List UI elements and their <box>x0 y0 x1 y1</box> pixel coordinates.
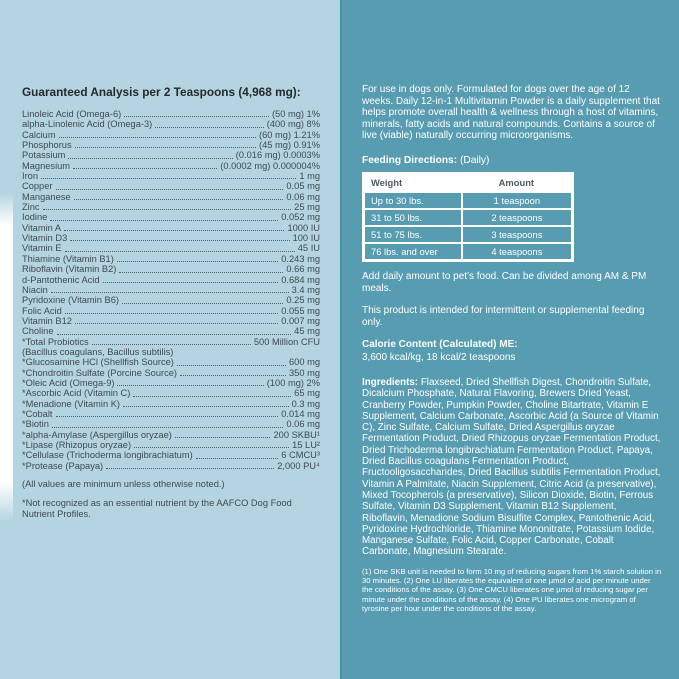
dotted-leader <box>43 209 292 210</box>
nutrient-name: *Ascorbic Acid (Vitamin C) <box>22 388 131 399</box>
dotted-leader <box>75 323 278 324</box>
nutrient-amount: 2,000 PU⁴ <box>277 460 320 471</box>
analysis-row <box>22 181 320 191</box>
dotted-leader <box>134 447 289 448</box>
dotted-leader <box>103 282 279 283</box>
calorie-content-heading: Calorie Content (Calculated) ME: <box>362 339 518 351</box>
nutrient-name: *Cobalt <box>22 408 53 419</box>
nutrient-amount: 0.014 mg <box>281 408 320 419</box>
analysis-row <box>22 285 320 295</box>
dotted-leader <box>68 158 232 159</box>
minimum-values-note: (All values are minimum unless otherwise noted.) <box>22 479 225 490</box>
dotted-leader <box>180 375 286 376</box>
dotted-leader <box>70 240 289 241</box>
dotted-leader <box>177 365 286 366</box>
nutrient-name: *Biotin <box>22 419 49 430</box>
analysis-row <box>22 409 320 419</box>
analysis-row <box>22 140 320 150</box>
dotted-leader <box>51 292 289 293</box>
nutrient-name: Vitamin A <box>22 222 62 233</box>
nutrient-amount: (0.0002 mg) 0.000004% <box>220 160 320 171</box>
nutrient-name: Riboflavin (Vitamin B2) <box>22 264 117 275</box>
dotted-leader <box>175 437 271 438</box>
dotted-leader <box>106 468 274 469</box>
nutrient-name: Iron <box>22 171 39 182</box>
nutrient-amount: 0.25 mg <box>286 295 320 306</box>
nutrient-amount: (400 mg) 8% <box>266 119 320 130</box>
nutrient-name: Iodine <box>22 212 48 223</box>
nutrient-name: Linoleic Acid (Omega-6) <box>22 109 122 119</box>
nutrient-amount: 25 mg <box>294 202 320 213</box>
analysis-row <box>22 212 320 222</box>
nutrient-amount: 100 IU <box>292 233 320 244</box>
analysis-row <box>22 399 320 409</box>
feeding-directions-frequency: (Daily) <box>459 154 490 166</box>
nutrient-name: *Chondroitin Sulfate (Porcine Source) <box>22 367 178 378</box>
amount-cell: 2 teaspoons <box>462 209 573 226</box>
nutrient-name: *Glucosamine HCl (Shellfish Source) <box>22 357 174 368</box>
nutrient-amount: 15 LU² <box>292 440 320 450</box>
nutrient-name: Choline <box>22 326 54 337</box>
analysis-row <box>22 243 320 253</box>
dotted-leader <box>75 147 256 148</box>
nutrient-amount: 0.3 mg <box>291 398 320 409</box>
nutrient-amount: 0.06 mg <box>286 419 320 430</box>
feeding-directions-label: Feeding Directions: <box>362 154 458 166</box>
dotted-leader <box>119 272 283 273</box>
nutrient-name: d-Pantothenic Acid <box>22 274 100 285</box>
nutrient-name: *Oleic Acid (Omega-9) <box>22 377 115 388</box>
ingredients-label: Ingredients: <box>362 376 419 388</box>
nutrient-name: *Protease (Papaya) <box>22 460 104 471</box>
nutrient-amount: 0.055 mg <box>281 305 320 316</box>
dotted-leader <box>74 199 284 200</box>
analysis-row <box>22 306 320 316</box>
nutrient-name: Calcium <box>22 129 56 140</box>
nutrient-amount: 1000 IU <box>287 222 320 233</box>
aafco-note: *Not recognized as an essential nutrient by the AAFCO Dog Food Nutrient Profiles. <box>22 498 292 520</box>
analysis-row <box>22 109 320 119</box>
analysis-row <box>22 388 320 398</box>
dotted-leader <box>59 137 256 138</box>
analysis-row <box>22 461 320 471</box>
dotted-leader <box>117 385 263 386</box>
analysis-row <box>22 171 320 181</box>
nutrient-name: Niacin <box>22 284 48 295</box>
weight-cell: 76 lbs. and over <box>364 243 462 261</box>
analysis-row <box>22 368 320 378</box>
analysis-row <box>22 223 320 233</box>
analysis-row <box>22 450 320 460</box>
analysis-row <box>22 378 320 388</box>
ingredients-paragraph <box>362 377 662 558</box>
dotted-leader <box>196 458 279 459</box>
nutrient-amount: 350 mg <box>288 367 320 378</box>
nutrient-amount: 3.4 mg <box>291 284 320 295</box>
table-row <box>364 243 573 261</box>
nutrient-name: Vitamin B12 <box>22 315 72 326</box>
nutrient-name: Pyridoxine (Vitamin B6) <box>22 295 119 306</box>
dotted-leader <box>155 127 264 128</box>
feeding-directions-heading <box>362 155 662 166</box>
nutrient-name: Copper <box>22 181 53 192</box>
guaranteed-analysis-title: Guaranteed Analysis per 2 Teaspoons (4,968 mg): <box>22 85 301 99</box>
weight-cell: Up to 30 lbs. <box>364 192 462 209</box>
analysis-row <box>22 347 320 357</box>
nutrient-amount: (45 mg) 0.91% <box>259 140 320 151</box>
dotted-leader <box>56 416 279 417</box>
nutrient-amount: (100 mg) 2% <box>266 377 320 388</box>
dotted-leader <box>133 396 291 397</box>
table-header-weight: Weight <box>364 173 462 192</box>
feeding-directions-table <box>362 172 574 262</box>
nutrient-amount: 0.243 mg <box>281 253 320 264</box>
dotted-leader <box>123 406 289 407</box>
nutrient-amount: 1 mg <box>299 171 320 182</box>
unit-definitions-footnote: (1) One SKB unit is needed to form 10 mg of reducing sugars from 1% starch solution in 30 minutes. (2) One LU liberates the equivalent of one µmol of acid per minute under the conditions of the assay. (3) One CMCU liberates one µmol of reducing sugar per minute under the conditions of the assay. (4) One PU liberates one microgram of tyrosine per hour under the conditions of the assay. <box>362 566 662 613</box>
analysis-row <box>22 254 320 264</box>
nutrient-amount: 45 IU <box>297 243 320 254</box>
table-header-amount: Amount <box>462 173 573 192</box>
amount-cell: 3 teaspoons <box>462 226 573 243</box>
analysis-row <box>22 326 320 336</box>
nutrient-name: *Lipase (Rhizopus oryzae) <box>22 440 132 450</box>
nutrient-name: *Cellulase (Trichoderma longibrachiatum) <box>22 450 193 461</box>
analysis-row <box>22 130 320 140</box>
dotted-leader <box>57 334 292 335</box>
dotted-leader <box>73 168 217 169</box>
analysis-row <box>22 316 320 326</box>
nutrient-name: Vitamin E <box>22 243 62 254</box>
nutrient-amount: 200 SKBU¹ <box>273 429 320 440</box>
analysis-list <box>22 109 320 471</box>
dotted-leader <box>124 116 269 117</box>
calorie-content-value: 3,600 kcal/kg, 18 kcal/2 teaspoons <box>362 352 516 364</box>
nutrient-name: *Total Probiotics <box>22 336 89 347</box>
analysis-row <box>22 119 320 129</box>
analysis-row <box>22 430 320 440</box>
analysis-row <box>22 275 320 285</box>
dotted-leader <box>122 303 283 304</box>
directions-panel <box>340 0 679 679</box>
dotted-leader <box>65 251 295 252</box>
table-row <box>364 192 573 209</box>
nutrient-amount: (50 mg) 1% <box>271 109 320 119</box>
dotted-leader <box>41 178 296 179</box>
nutrient-amount: (60 mg) 1.21% <box>259 129 320 140</box>
nutrient-name: *Menadione (Vitamin K) <box>22 398 121 409</box>
add-to-food-note: Add daily amount to pet's food. Can be divided among AM & PM meals. <box>362 270 647 294</box>
nutrient-name: Magnesium <box>22 160 71 171</box>
dotted-leader <box>64 230 284 231</box>
nutrient-amount: 500 Million CFU <box>253 336 320 347</box>
nutrient-amount: 0.684 mg <box>281 274 320 285</box>
analysis-row <box>22 202 320 212</box>
nutrient-name: Potassium <box>22 150 66 161</box>
nutrient-amount: 45 mg <box>294 326 320 337</box>
nutrient-amount: 0.007 mg <box>281 315 320 326</box>
analysis-row <box>22 264 320 274</box>
usage-intro: For use in dogs only. Formulated for dogs over the age of 12 weeks. Daily 12-in-1 Multivitamin Powder is a daily supplement that helps promote overall health & wellness through a host of vitamins, minerals, fatty acids and natural compounds. Contains a source of live (viable) naturally occurring microorganisms. <box>362 84 660 142</box>
nutrient-name: Thiamine (Vitamin B1) <box>22 253 114 264</box>
nutrient-amount: 0.052 mg <box>281 212 320 223</box>
feeding-table-body <box>364 192 573 261</box>
intermittent-feeding-note: This product is intended for intermittent or supplemental feeding only. <box>362 305 645 328</box>
ingredients-text: Flaxseed, Dried Shellfish Digest, Chondroitin Sulfate, Dicalcium Phosphate, Natural Flavoring, Brewers Dried Yeast, Cranberry Powder, Pumpkin Powder, Choline Bitartrate, Vitamin E Supplement, Calcium Carbonate, Ascorbic Acid (a Source of Vitamin C), Zinc Sulfate, Calcium Sulfate, Dried Aspergillus oryzae Fermentation Product, Dried Rhizopus oryzae Fermentation Product, Dried Trichoderma longibrachiatum Fermentation Product, Papaya, Dried Bacillus coagulans Fermentation Product, Fructooligosaccharides, Dried Bacillus subtilis Fermentation Product, Vitamin A Palmitate, Niacin Supplement, Citric Acid (a preservative), Mixed Tocopherols (a preservative), Silicon Dioxide, Biotin, Ferrous Sulfate, Vitamin D3 Supplement, Vitamin B12 Supplement, Riboflavin, Menadione Sodium Bisulfite Complex, Pantothenic Acid, Pyridoxine Hydrochloride, Thiamine Mononitrate, Potassium Iodide, Manganese Sulfate, Folic Acid, Copper Carbonate, Cobalt Carbonate, Magnesium Stearate. <box>362 376 661 558</box>
nutrient-amount: 600 mg <box>288 357 320 368</box>
analysis-row <box>22 295 320 305</box>
analysis-row <box>22 357 320 367</box>
weight-cell: 31 to 50 lbs. <box>364 209 462 226</box>
dotted-leader <box>65 313 278 314</box>
amount-cell: 4 teaspoons <box>462 243 573 261</box>
dotted-leader <box>50 220 278 221</box>
nutrient-amount: (0.016 mg) 0.0003% <box>235 150 320 161</box>
dotted-leader <box>56 189 284 190</box>
dotted-leader <box>117 261 278 262</box>
nutrient-name: Folic Acid <box>22 305 62 316</box>
nutrient-amount: 0.05 mg <box>286 181 320 192</box>
nutrient-amount: 0.66 mg <box>286 264 320 275</box>
table-row <box>364 226 573 243</box>
nutrient-amount: 0.06 mg <box>286 191 320 202</box>
analysis-row <box>22 161 320 171</box>
analysis-row <box>22 337 320 347</box>
analysis-row <box>22 150 320 160</box>
analysis-row <box>22 233 320 243</box>
nutrient-name: Phosphorus <box>22 140 72 151</box>
nutrient-amount: 65 mg <box>294 388 320 399</box>
nutrient-name: (Bacillus coagulans, Bacillus subtilis) <box>22 346 174 357</box>
dotted-leader <box>92 344 251 345</box>
nutrient-amount: 6 CMCU³ <box>281 450 320 461</box>
analysis-row <box>22 440 320 450</box>
analysis-row <box>22 192 320 202</box>
table-row <box>364 209 573 226</box>
table-header-row <box>364 173 573 192</box>
nutrient-name: Zinc <box>22 202 40 213</box>
nutrient-name: Manganese <box>22 191 71 202</box>
dotted-leader <box>52 427 284 428</box>
nutrient-name: Vitamin D3 <box>22 233 68 244</box>
analysis-row <box>22 419 320 429</box>
nutrient-name: *alpha-Amylase (Aspergillus oryzae) <box>22 429 172 440</box>
weight-cell: 51 to 75 lbs. <box>364 226 462 243</box>
nutrient-name: alpha-Linolenic Acid (Omega-3) <box>22 119 153 130</box>
amount-cell: 1 teaspoon <box>462 192 573 209</box>
